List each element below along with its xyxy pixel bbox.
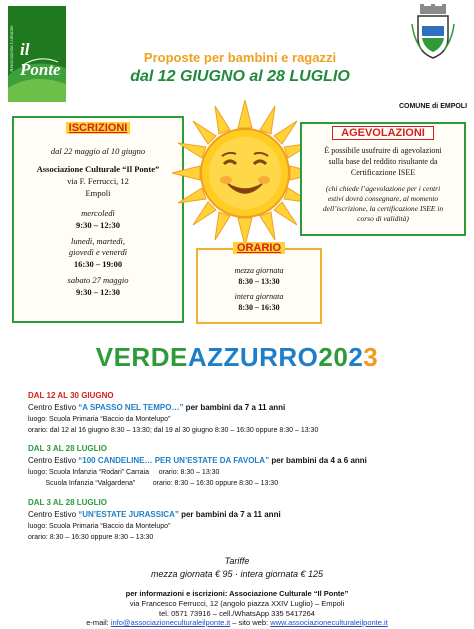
orario-box: [196, 242, 322, 324]
agevolazioni-note-2: estivi dovrà consegnare, al momento: [327, 194, 439, 203]
agevolazioni-note-3: dell’iscrizione, la certificazione ISEE in: [322, 204, 444, 213]
iscrizioni-box: [12, 116, 184, 323]
agevolazioni-note-1: (chi chiede l’agevolazione per i centri: [325, 184, 441, 193]
tariffe-values: mezza giornata € 95 · intera giornata € 125: [150, 569, 324, 579]
title-year-c: 3: [363, 342, 379, 372]
agevolazioni-box: [300, 122, 466, 236]
program-3-date: DAL 3 AL 28 LUGLIO: [28, 498, 107, 507]
association-logo: [8, 6, 66, 102]
orario-half-label: mezza giornata: [234, 266, 284, 275]
program-1-hours: orario: dal 12 al 16 giugno 8:30 – 13:30; dal 19 al 30 giugno 8:30 – 16:30 oppure 8:30 – 13:30: [28, 427, 319, 434]
iscrizioni-day-2b: giovedì e venerdì: [68, 247, 128, 257]
tariffe-title: Tariffe: [224, 556, 250, 566]
logo-vertical-text: Associazione Culturale: [10, 25, 15, 72]
iscrizioni-period: dal 22 maggio al 10 giugno: [50, 146, 146, 156]
agevolazioni-note-4: corso di validità): [357, 214, 409, 223]
footer-info: per informazioni e iscrizioni: Associazione Culturale “Il Ponte”: [125, 589, 349, 598]
orario-half-time: 8:30 – 13:30: [238, 277, 280, 286]
agevolazioni-line-3: Certificazione ISEE: [350, 168, 416, 177]
program-2-place-1: luogo: Scuola Infanzia “Rodari” Carraia orario: 8:30 – 13:30: [28, 469, 220, 476]
comune-crest-icon: [410, 4, 456, 60]
iscrizioni-time-3: 9:30 – 12:30: [76, 287, 120, 297]
program-3-hours: orario: 8:30 – 16:30 oppure 8:30 – 13:30: [28, 534, 154, 541]
logo-name: il Ponte: [20, 40, 61, 79]
orario-full-label: intera giornata: [234, 292, 284, 301]
header-dates: dal 12 GIUGNO al 28 LUGLIO: [130, 68, 350, 85]
footer-address: via Francesco Ferrucci, 12 (angolo piazza XXIV Luglio) – Empoli: [129, 599, 345, 608]
footer-email-link[interactable]: info@associazioneculturaleilponte.it: [110, 618, 231, 627]
program-3-camp: Centro Estivo “UN’ESTATE JURASSICA” per bambini da 7 a 11 anni: [28, 510, 281, 519]
orario-full-time: 8:30 – 16:30: [238, 303, 280, 312]
iscrizioni-association: Associazione Culturale “Il Ponte”: [36, 164, 160, 174]
footer-contacts: e-mail: info@associazioneculturaleilponte.it – sito web: www.associazioneculturaleilponte.it: [86, 618, 388, 627]
iscrizioni-day-3: sabato 27 maggio: [67, 275, 129, 285]
program-2-camp: Centro Estivo “100 CANDELINE… PER UN’ESTATE DA FAVOLA” per bambini da 4 a 6 anni: [28, 456, 367, 465]
header-subtitle: Proposte per bambini e ragazzi: [143, 50, 337, 65]
iscrizioni-day-2a: lunedì, martedì,: [70, 236, 126, 246]
agevolazioni-line-2: sulla base del reddito risultante da: [328, 157, 438, 166]
smiling-sun-illustration: [170, 98, 320, 248]
program-1-date: DAL 12 AL 30 GIUGNO: [28, 391, 114, 400]
orario-title: ORARIO: [198, 242, 320, 254]
title-year-b: 2: [348, 342, 364, 372]
program-1-place: luogo: Scuola Primaria “Baccio da Montelupo”: [28, 416, 171, 423]
comune-label: COMUNE di EMPOLI: [398, 103, 468, 110]
agevolazioni-line-1: È possibile usufruire di agevolazioni: [324, 146, 442, 155]
iscrizioni-city: Empoli: [85, 188, 111, 198]
program-1-camp: Centro Estivo “A SPASSO NEL TEMPO…” per bambini da 7 a 11 anni: [28, 403, 286, 412]
iscrizioni-day-1: mercoledì: [81, 208, 115, 218]
iscrizioni-time-1: 9:30 – 12:30: [76, 220, 120, 230]
footer-website-link[interactable]: www.associazioneculturaleilponte.it: [270, 618, 388, 627]
title-azzurro: AZZURRO: [187, 342, 319, 372]
title-verde: VERDE: [95, 342, 188, 372]
main-title: [0, 342, 474, 373]
iscrizioni-address: via F. Ferrucci, 12: [67, 176, 129, 186]
iscrizioni-title: ISCRIZIONI: [14, 122, 182, 134]
footer-phone: tel. 0571 73916 – cell./WhatsApp 335 5417264: [159, 609, 315, 618]
iscrizioni-time-2: 16:30 – 19:00: [73, 259, 123, 269]
agevolazioni-title: AGEVOLAZIONI: [302, 127, 464, 139]
program-2-place-2: Scuola Infanzia “Valgardena” orario: 8:30 – 16:30 oppure 8:30 – 13:30: [28, 480, 279, 487]
program-2-date: DAL 3 AL 28 LUGLIO: [28, 444, 107, 453]
title-year-a: 20: [318, 342, 349, 372]
program-3-place: luogo: Scuola Primaria “Baccio da Montelupo”: [28, 523, 171, 530]
